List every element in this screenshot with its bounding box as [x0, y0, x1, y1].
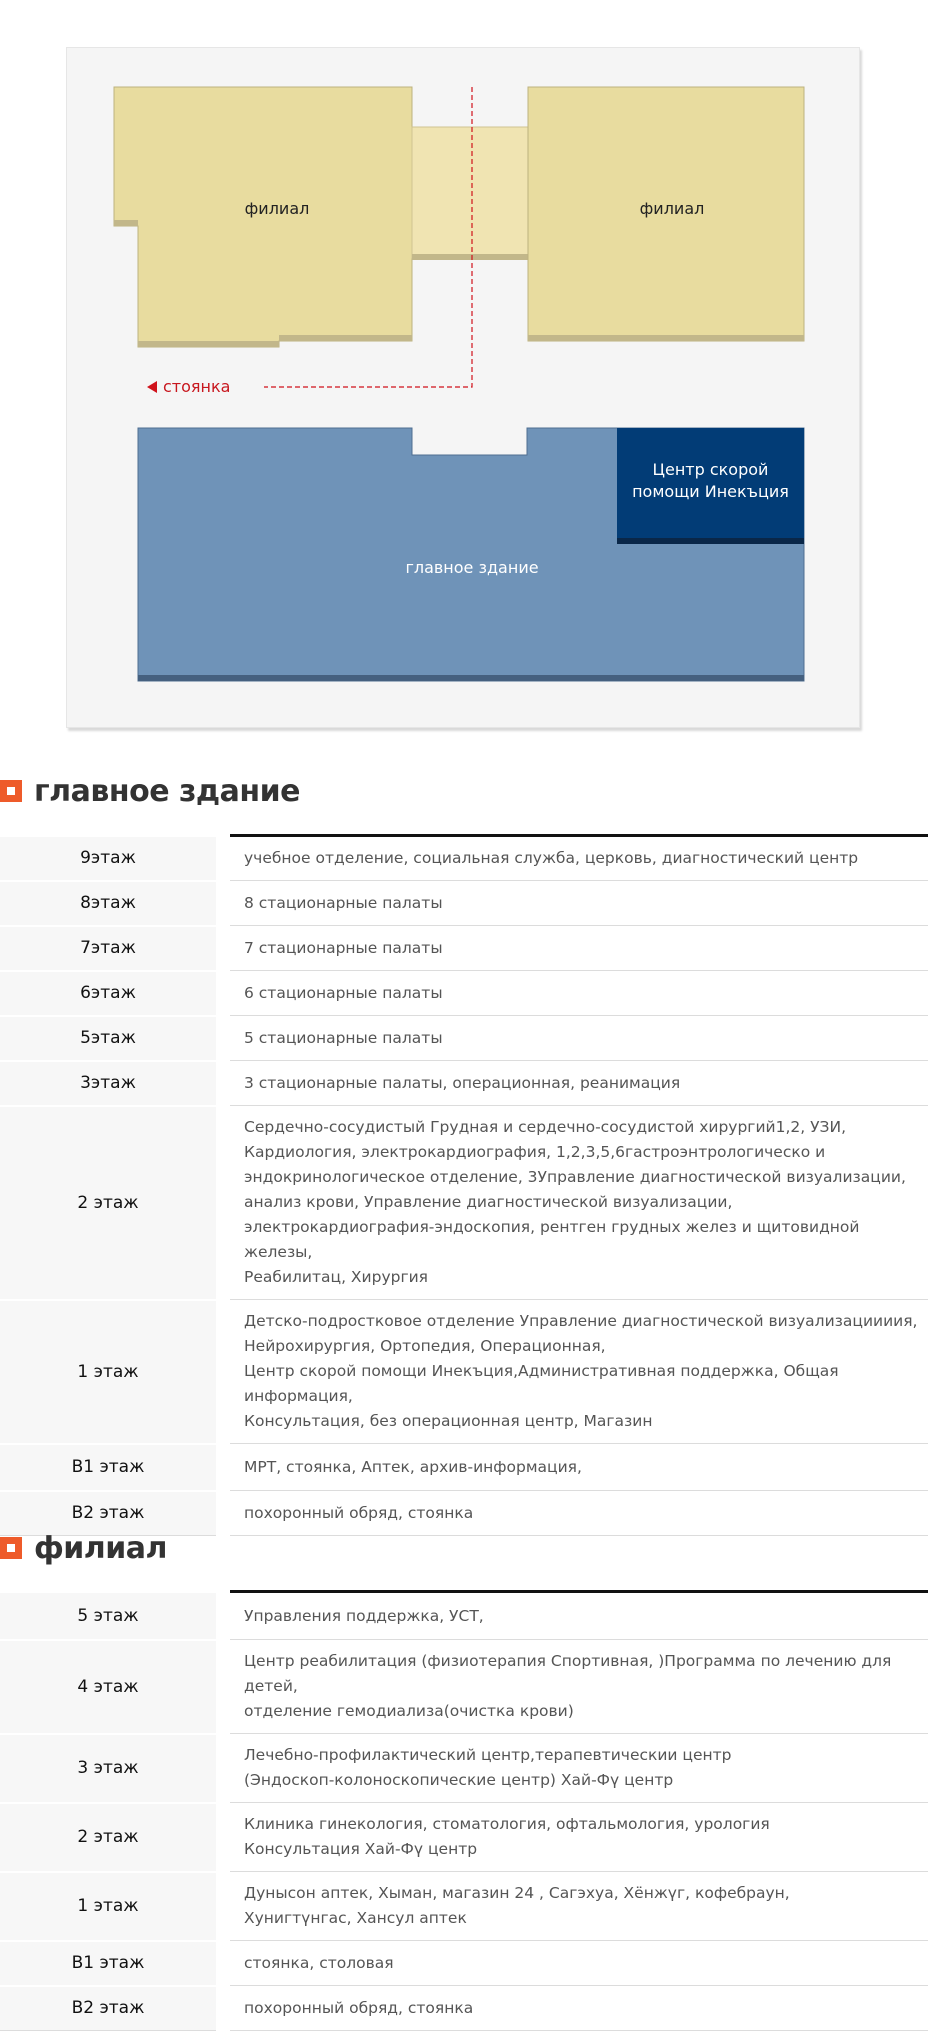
floor-description-line: Консультация Хай-Фү центр — [244, 1840, 478, 1858]
floor-name: B2 этаж — [0, 1986, 223, 2031]
floor-description-line: Центр скорой помощи Инекъция,Административная поддержка, Общая информация, — [244, 1362, 839, 1405]
floor-row — [0, 1061, 928, 1106]
floor-row — [0, 1592, 928, 1640]
floor-description-line: отделение гемодиализа(очистка крови) — [244, 1702, 574, 1720]
branch-floor-table — [0, 1590, 928, 2031]
floor-description — [223, 836, 928, 881]
floor-description — [223, 926, 928, 971]
floor-name: 7этаж — [0, 926, 223, 971]
section-title-text: главное здание — [34, 773, 301, 809]
floor-row — [0, 881, 928, 926]
floor-name: 3этаж — [0, 1061, 223, 1106]
orange-square-bullet-icon — [0, 780, 22, 802]
floor-row — [0, 1444, 928, 1491]
floor-description — [223, 1016, 928, 1061]
floor-description-line: МРТ, стоянка, Аптек, архив-информация, — [244, 1457, 582, 1476]
emergency-center-label-line2: помощи Инекъция — [632, 482, 789, 501]
floor-description-line: стоянка, столовая — [244, 1953, 394, 1972]
bridge-shadow — [412, 254, 528, 260]
main-building-section-title — [0, 771, 300, 811]
main-building-floor-table — [0, 834, 928, 1536]
floor-name: 4 этаж — [0, 1640, 223, 1734]
campus-map — [66, 47, 860, 728]
floor-description — [223, 1803, 928, 1872]
floor-description-line: эндокринологическое отделение, 3Управление диагностической визуализации, — [244, 1168, 906, 1186]
floor-row — [0, 1640, 928, 1734]
emergency-center-shadow — [617, 538, 804, 544]
floor-row — [0, 836, 928, 881]
branch-left-shadow-a — [114, 220, 138, 226]
floor-name: 1 этаж — [0, 1872, 223, 1941]
floor-row — [0, 1941, 928, 1986]
floor-description-line: Кардиология, электрокардиография, 1,2,3,5,6гастроэнтрологическо и — [244, 1143, 826, 1161]
floor-description — [223, 971, 928, 1016]
floor-row — [0, 926, 928, 971]
floor-description — [223, 1491, 928, 1536]
bridge-corridor — [412, 127, 528, 258]
floor-row — [0, 1016, 928, 1061]
floor-row — [0, 1734, 928, 1803]
floor-description-line: 3 стационарные палаты, операционная, реанимация — [244, 1073, 681, 1092]
orange-square-bullet-icon — [0, 1537, 22, 1559]
floor-name: 8этаж — [0, 881, 223, 926]
floor-description-line: Реабилитац, Хирургия — [244, 1268, 429, 1286]
floor-row — [0, 971, 928, 1016]
floor-description-line: 5 стационарные палаты — [244, 1028, 443, 1047]
floor-description — [223, 1734, 928, 1803]
floor-name: 9этаж — [0, 836, 223, 881]
floor-description-line: Нейрохирургия, Ортопедия, Операционная, — [244, 1337, 606, 1355]
floor-description — [223, 1872, 928, 1941]
floor-description-line: электрокардиография-эндоскопия, рентген грудных желез и щитовидной железы, — [244, 1218, 860, 1261]
triangle-left-icon — [147, 381, 157, 393]
floor-description-line: Лечебно-профилактический центр,терапевтическии центр — [244, 1746, 732, 1764]
section-title-text: филиал — [34, 1530, 167, 1566]
floor-description-line: Сердечно-сосудистый Грудная и сердечно-сосудистой хирургий1,2, УЗИ, — [244, 1118, 847, 1136]
floor-name: 2 этаж — [0, 1803, 223, 1872]
floor-name: B2 этаж — [0, 1491, 223, 1536]
main-building-shadow — [138, 675, 804, 681]
floor-description-line: 7 стационарные палаты — [244, 938, 443, 957]
floor-description — [223, 1986, 928, 2031]
floor-description — [223, 1106, 928, 1300]
branch-right-shadow — [528, 335, 804, 341]
floor-description-line: (Эндоскоп-колоноскопические центр) Хай-Фү центр — [244, 1771, 674, 1789]
floor-description-line: Управления поддержка, УСТ, — [244, 1606, 484, 1625]
floor-description — [223, 1061, 928, 1106]
branch-left-shadow-c — [279, 335, 412, 341]
floor-description — [223, 881, 928, 926]
parking-label[interactable]: стоянка — [163, 377, 231, 396]
branch-left-shadow-b — [138, 341, 279, 347]
branch-right-label: филиал — [639, 199, 705, 218]
floor-description-line: похоронный обряд, стоянка — [244, 1998, 474, 2017]
floor-description-line: Хунигтүнгас, Хансул аптек — [244, 1909, 467, 1927]
floor-description-line: Центр реабилитация (физиотерапия Спортивная, )Программа по лечению для детей, — [244, 1652, 892, 1695]
floor-row — [0, 1986, 928, 2031]
floor-row — [0, 1106, 928, 1300]
floor-description-line: Консультация, без операционная центр, Магазин — [244, 1412, 653, 1430]
floor-description-line: похоронный обряд, стоянка — [244, 1503, 474, 1522]
floor-description — [223, 1941, 928, 1986]
floor-name: 5этаж — [0, 1016, 223, 1061]
floor-row — [0, 1803, 928, 1872]
floor-description-line: 8 стационарные палаты — [244, 893, 443, 912]
floor-description-line: анализ крови, Управление диагностической визуализации, — [244, 1193, 733, 1211]
floor-row — [0, 1872, 928, 1941]
floor-name: 5 этаж — [0, 1592, 223, 1640]
floor-description-line: 6 стационарные палаты — [244, 983, 443, 1002]
floor-name: 1 этаж — [0, 1300, 223, 1444]
main-building-label: главное здание — [405, 558, 539, 577]
branch-section-title — [0, 1528, 167, 1568]
floor-name: B1 этаж — [0, 1941, 223, 1986]
floor-name: 6этаж — [0, 971, 223, 1016]
floor-description — [223, 1300, 928, 1444]
floor-description — [223, 1640, 928, 1734]
floor-name: 2 этаж — [0, 1106, 223, 1300]
emergency-center-label — [617, 459, 804, 503]
emergency-center-label-line1: Центр скорой — [652, 460, 769, 479]
floor-description-line: Детско-подростковое отделение Управление диагностической визуализациииия, — [244, 1312, 918, 1330]
floor-description-line: учебное отделение, социальная служба, церковь, диагностический центр — [244, 849, 859, 867]
branch-left-label: филиал — [244, 199, 310, 218]
floor-description-line: Клиника гинекология, стоматология, офтальмология, урология — [244, 1815, 770, 1833]
floor-description — [223, 1592, 928, 1640]
floor-row — [0, 1300, 928, 1444]
floor-name: 3 этаж — [0, 1734, 223, 1803]
floor-name: B1 этаж — [0, 1444, 223, 1491]
floor-description — [223, 1444, 928, 1491]
floor-description-line: Дунысон аптек, Хыман, магазин 24 , Сагэхуа, Хёнжүг, кофебраун, — [244, 1884, 790, 1902]
